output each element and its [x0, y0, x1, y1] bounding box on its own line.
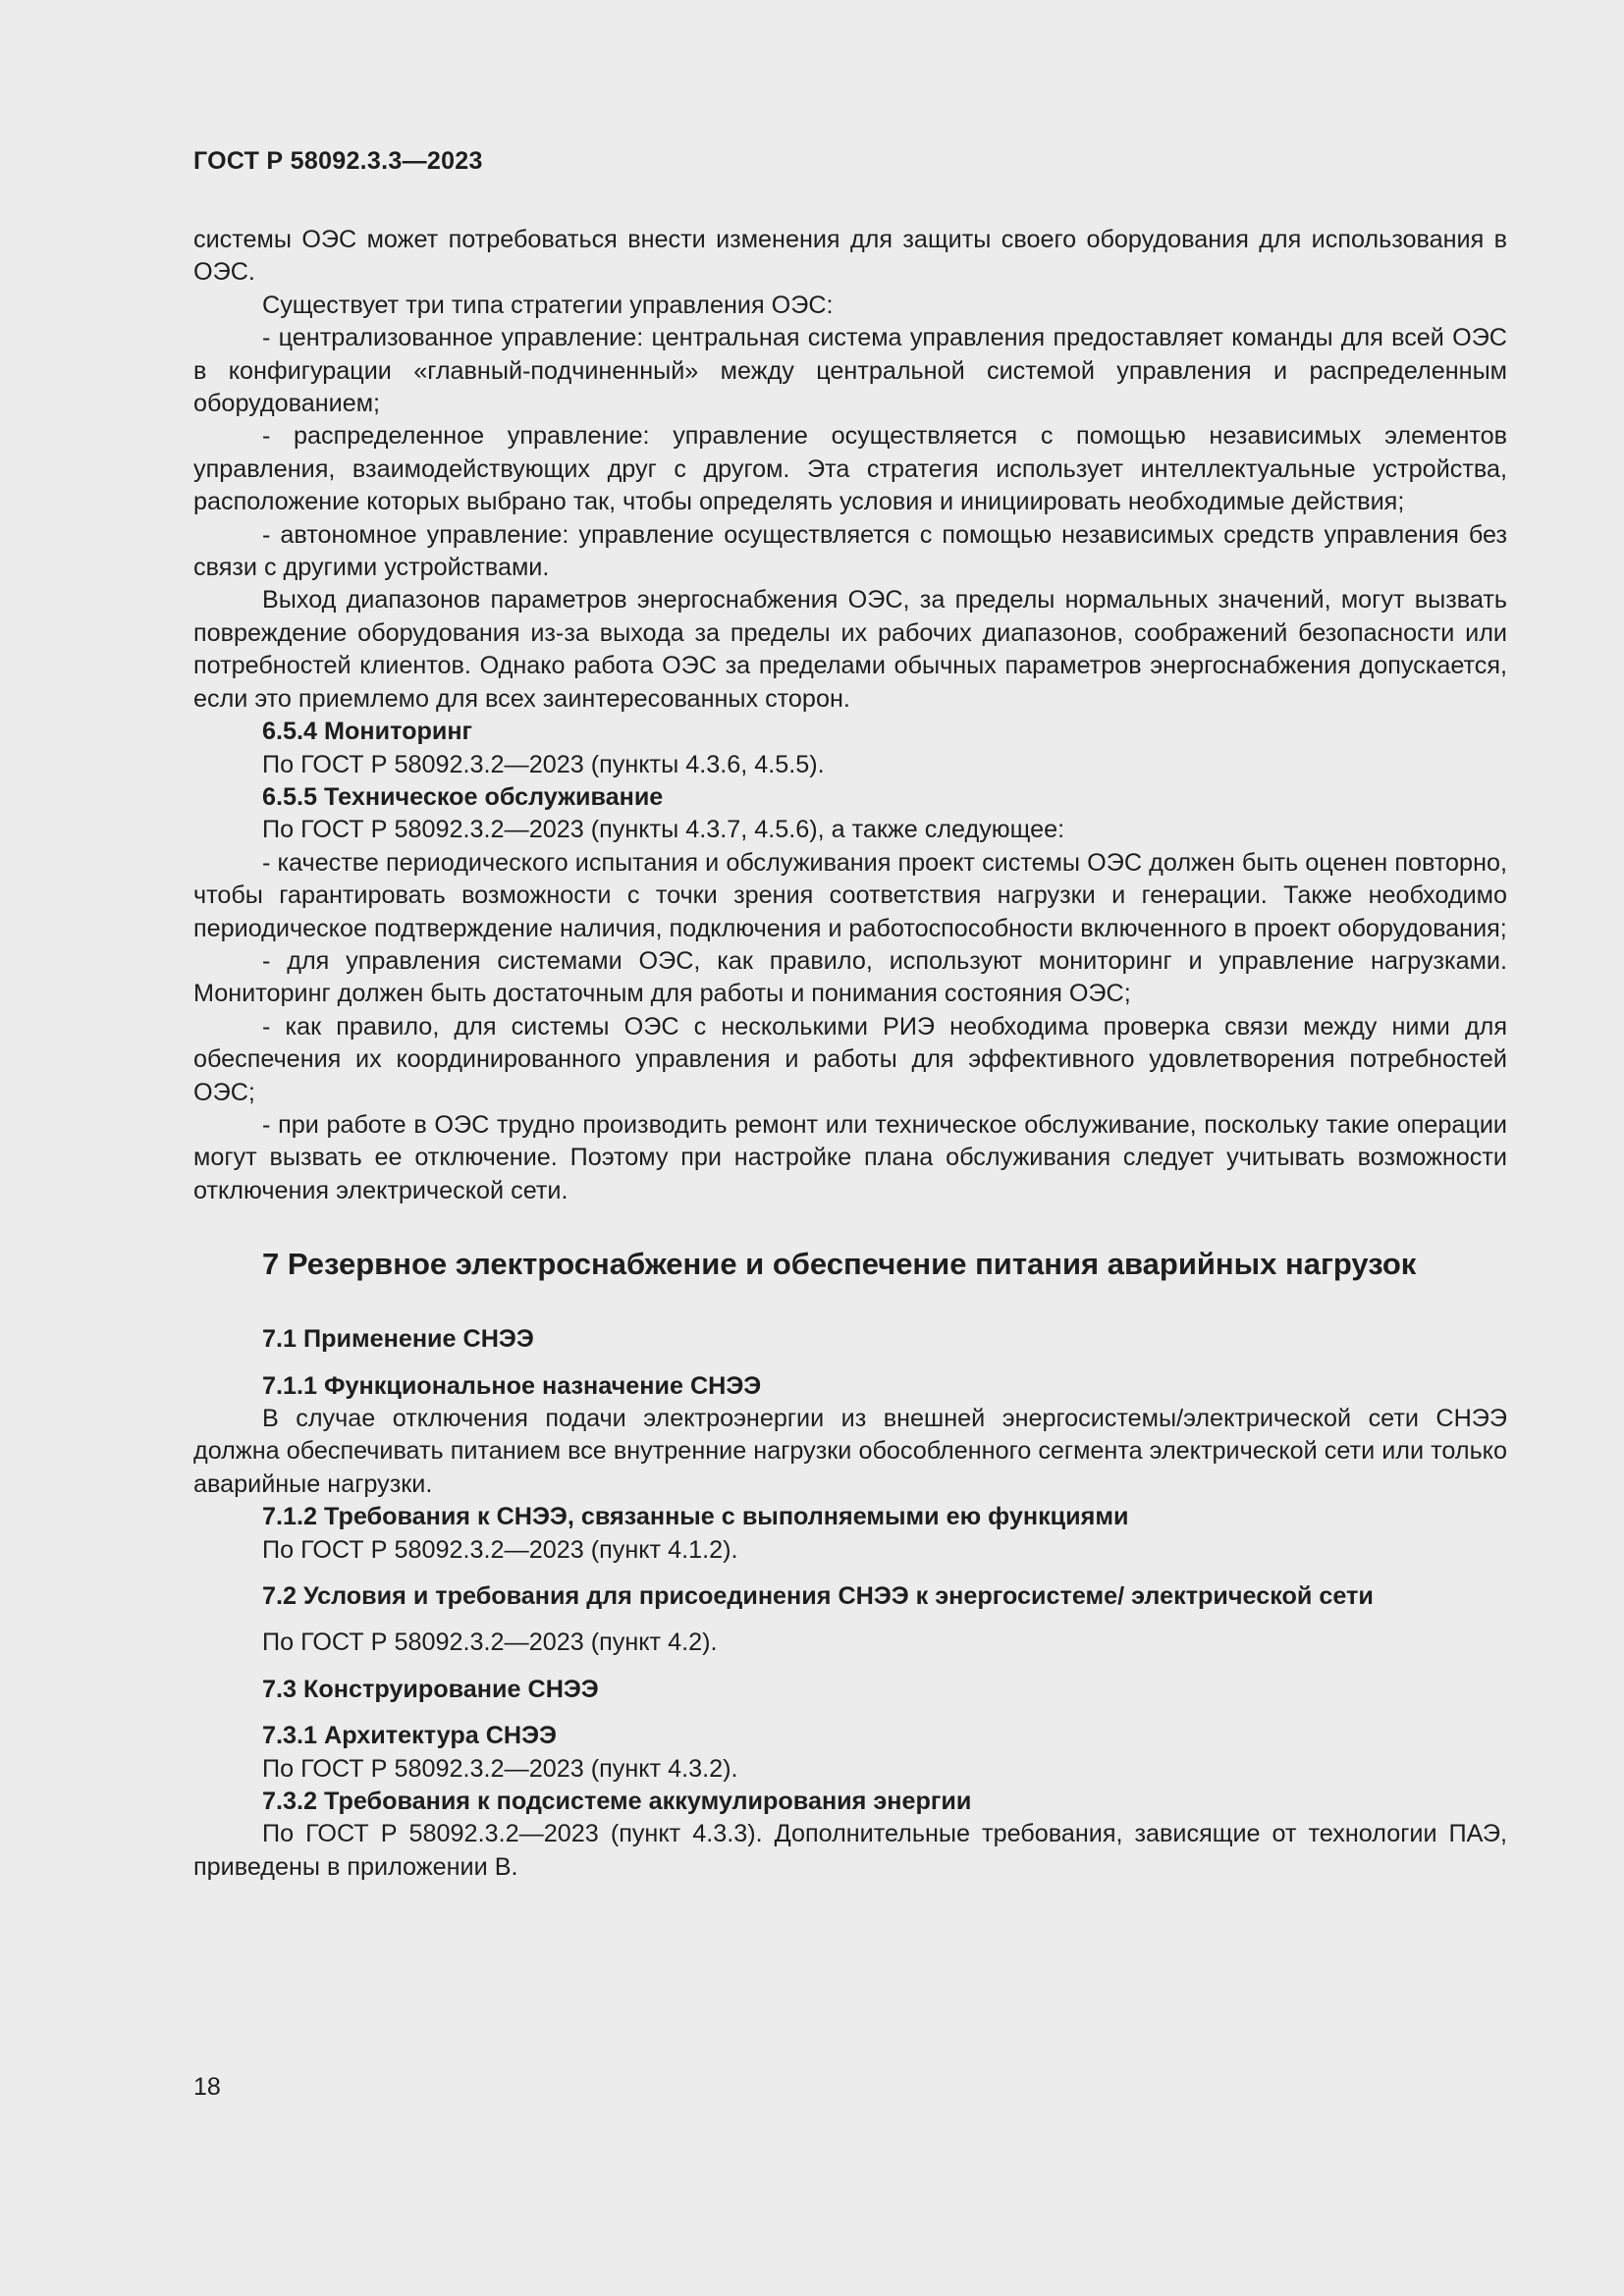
paragraph: Выход диапазонов параметров энергоснабжения ОЭС, за пределы нормальных значений, могут вызвать повреждение оборудования из-за выхода за пределы их рабочих диапазонов, соображений безопасности или потребностей клиентов. Однако работа ОЭС за пределами обычных параметров энергоснабжения допускается, если это приемлемо для всех заинтересованных сторон.: [193, 586, 1507, 713]
document-body: [193, 224, 1507, 1884]
list-item: - распределенное управление: управление осуществляется с помощью независимых элементов управления, взаимодействующих друг с другом. Эта стратегия использует интеллектуальные устройства, расположение которых выбрано так, чтобы определять условия и инициировать необходимые действия;: [193, 422, 1507, 516]
list-item: - при работе в ОЭС трудно производить ремонт или техническое обслуживание, поскольку такие операции могут вызвать ее отключение. Поэтому при настройке плана обслуживания следует учитывать возможности отключения электрической сети.: [193, 1110, 1507, 1204]
page-number: 18: [193, 2073, 221, 2101]
paragraph: По ГОСТ Р 58092.3.2—2023 (пункт 4.2).: [262, 1629, 718, 1657]
document-header: ГОСТ Р 58092.3.3—2023: [193, 147, 483, 175]
list-item: - для управления системами ОЭС, как правило, используют мониторинг и управление нагрузками. Мониторинг должен быть достаточным для работы и понимания состояния ОЭС;: [193, 946, 1507, 1008]
subsection-heading: 7.3.2 Требования к подсистеме аккумулирования энергии: [262, 1788, 972, 1816]
paragraph: системы ОЭС может потребоваться внести изменения для защиты своего оборудования для использования в ОЭС.: [193, 226, 1507, 287]
paragraph: Существует три типа стратегии управления ОЭС:: [262, 291, 834, 319]
section-heading: 7.2 Условия и требования для присоединения СНЭЭ к энергосистеме/ электрической сети: [262, 1582, 1374, 1611]
paragraph: В случае отключения подачи электроэнергии из внешней энергосистемы/электрической сети СНЭЭ должна обеспечивать питанием все внутренние нагрузки обособленного сегмента электрической сети или только аварийные нагрузки.: [193, 1405, 1507, 1498]
subsection-heading: 7.3.1 Архитектура СНЭЭ: [262, 1722, 557, 1750]
paragraph: По ГОСТ Р 58092.3.2—2023 (пункт 4.3.2).: [262, 1754, 738, 1783]
subsection-heading: 7.1.2 Требования к СНЭЭ, связанные с выполняемыми ею функциями: [262, 1503, 1129, 1531]
list-item: - качестве периодического испытания и обслуживания проект системы ОЭС должен быть оценен повторно, чтобы гарантировать возможности с точки зрения соответствия нагрузки и генерации. Также необходимо периодическое подтверждение наличия, подключения и работоспособности включенного в проект оборудования;: [193, 848, 1507, 942]
list-item: - централизованное управление: центральная система управления предоставляет команды для всей ОЭС в конфигурации «главный-подчиненный» между центральной системой управления и распределенным оборудованием;: [193, 324, 1507, 418]
paragraph: По ГОСТ Р 58092.3.2—2023 (пункт 4.1.2).: [262, 1535, 738, 1564]
list-item: - автономное управление: управление осуществляется с помощью независимых средств управления без связи с другими устройствами.: [193, 520, 1507, 582]
document-page: [193, 0, 1507, 2296]
paragraph: По ГОСТ Р 58092.3.2—2023 (пункты 4.3.6, 4.5.5).: [262, 750, 825, 778]
paragraph: По ГОСТ Р 58092.3.2—2023 (пункт 4.3.3). Дополнительные требования, зависящие от технологии ПАЭ, приведены в приложении В.: [193, 1820, 1507, 1881]
paragraph: По ГОСТ Р 58092.3.2—2023 (пункты 4.3.7, 4.5.6), а также следующее:: [262, 816, 1065, 844]
section-heading: 7.1 Применение СНЭЭ: [262, 1325, 534, 1354]
section-heading: 7.3 Конструирование СНЭЭ: [262, 1675, 599, 1703]
chapter-heading: 7 Резервное электроснабжение и обеспечение питания аварийных нагрузок: [262, 1247, 1417, 1282]
list-item: - как правило, для системы ОЭС с несколькими РИЭ необходима проверка связи между ними для обеспечения их координированного управления и работы для эффективного удовлетворения потребностей ОЭС;: [193, 1012, 1507, 1106]
section-heading: 6.5.4 Мониторинг: [262, 718, 473, 746]
subsection-heading: 7.1.1 Функциональное назначение СНЭЭ: [262, 1371, 762, 1400]
section-heading: 6.5.5 Техническое обслуживание: [262, 782, 664, 811]
